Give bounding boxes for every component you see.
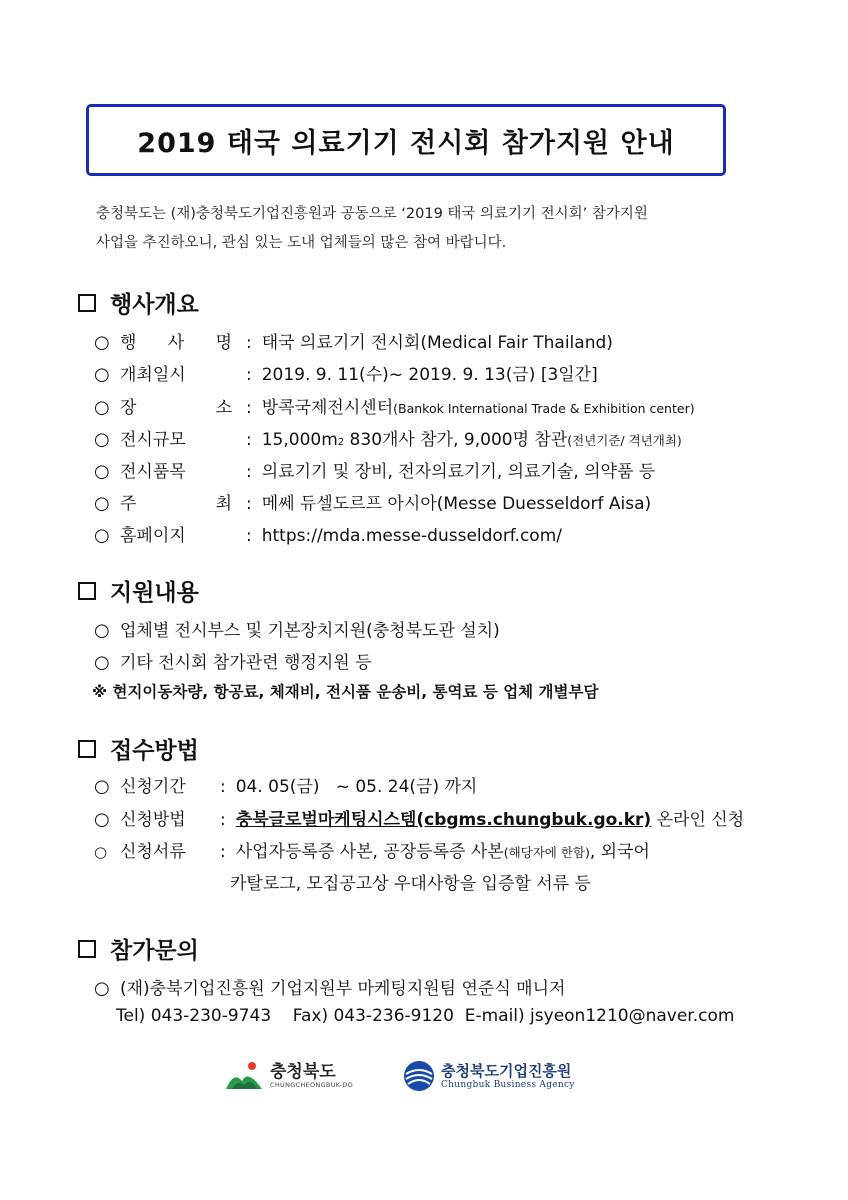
circle-bullet-icon: ○ [94, 525, 110, 546]
contact-text: (재)충북기업진흥원 기업지원부 마케팅지원팀 연준식 매니저 [120, 979, 566, 999]
support-note: ※ 현지이동차량, 항공료, 체재비, 전시품 운송비, 통역료 등 업체 개별부담 [92, 683, 599, 701]
overview-row-event-name: ○ 행 사 명 : 태국 의료기기 전시회(Medical Fair Thailand) [94, 328, 613, 353]
section-inquiry-heading: 참가문의 [78, 932, 199, 965]
support-item [94, 616, 500, 641]
overview-row-items: ○ 전시품목 : 의료기기 및 장비, 전자의료기기, 의료기술, 의약품 등 [94, 457, 655, 482]
row-label: 장 소 [120, 398, 232, 418]
row-value-superscript: 2 [337, 437, 345, 448]
overview-row-organizer: ○ 주 최 : 메쎄 듀셀도르프 아시아(Messe Duesseldorf Aisa) [94, 489, 651, 514]
title-box [86, 104, 726, 176]
row-value: 방콕국제전시센터 [261, 398, 394, 418]
checkbox-square-icon [78, 582, 96, 600]
row-label: 개최일시 [120, 365, 186, 385]
footer-logos [224, 1060, 575, 1092]
chungbuk-logo [224, 1061, 353, 1091]
cbgms-link[interactable]: 충북글로벌마케팅시스템(cbgms.chungbuk.go.kr) [235, 810, 652, 830]
row-label: 전시품목 [120, 462, 186, 482]
intro-line-1: 충청북도는 (재)충청북도기업진흥원과 공동으로 ‘2019 태국 의료기기 전시회’ 참가지원 [96, 206, 648, 222]
row-value-end: , 외국어 [589, 842, 650, 862]
circle-bullet-icon: ○ [94, 429, 110, 450]
chungbuk-logo-name: 충청북도 [270, 1062, 336, 1082]
row-value: 의료기기 및 장비, 전자의료기기, 의료기술, 의약품 등 [261, 462, 656, 482]
application-row-period: ○ 신청기간 : 04. 05(금) ~ 05. 24(금) 까지 [94, 772, 477, 797]
overview-row-venue: ○ 장 소 : 방콕국제전시센터 (Bankok International Trade & Exhibition center) [94, 393, 695, 418]
overview-row-dates: ○ 개최일시 : 2019. 9. 11(수)~ 2019. 9. 13(금) [3일간] [94, 360, 598, 385]
row-label: 주 최 [120, 494, 232, 514]
homepage-link[interactable]: https://mda.messe-dusseldorf.com/ [261, 526, 562, 546]
cba-logo [403, 1060, 575, 1092]
row-value-area: 15,000m [261, 430, 338, 450]
circle-bullet-icon: ○ [94, 620, 110, 641]
overview-row-homepage: ○ 홈페이지 : https://mda.messe-dusseldorf.com/ [94, 521, 562, 546]
circle-bullet-icon: ○ [94, 652, 110, 673]
section-overview-heading: 행사개요 [78, 286, 199, 319]
circle-bullet-icon: ○ [94, 364, 110, 385]
support-item-text: 기타 전시회 참가관련 행정지원 등 [120, 653, 372, 673]
row-label: 행 사 명 [120, 333, 232, 353]
circle-bullet-icon: ○ [94, 978, 110, 999]
row-value: 메쎄 듀셀도르프 아시아(Messe Duesseldorf Aisa) [261, 494, 652, 514]
circle-bullet-icon: ○ [94, 461, 110, 482]
row-label: 전시규모 [120, 430, 186, 450]
section-support-heading: 지원내용 [78, 574, 199, 607]
checkbox-square-icon [78, 294, 96, 312]
row-value: 830개사 참가, 9,000명 참관 [344, 430, 568, 450]
chungbuk-mountain-icon [224, 1061, 264, 1091]
cba-logo-name: 충청북도기업진흥원 [441, 1062, 572, 1080]
circle-bullet-icon: ○ [94, 397, 110, 418]
row-value: 04. 05(금) ~ 05. 24(금) 까지 [235, 777, 478, 797]
circle-bullet-icon: ○ [94, 843, 108, 861]
intro-line-2: 사업을 추진하오니, 관심 있는 도내 업체들의 많은 참여 바랍니다. [96, 235, 507, 251]
cba-globe-icon [403, 1060, 435, 1092]
row-label: 신청기간 [120, 777, 186, 797]
row-value: 사업자등록증 사본, 공장등록증 사본 [235, 842, 504, 862]
chungbuk-logo-sub: CHUNGCHEONGBUK-DO [270, 1081, 353, 1089]
application-row-docs: ○ 신청서류 : 사업자등록증 사본, 공장등록증 사본 (해당자에 한함) , 외국어 [94, 837, 650, 862]
application-row-method: ○ 신청방법 : 충북글로벌마케팅시스템(cbgms.chungbuk.go.kr) 온라인 신청 [94, 805, 744, 830]
inquiry-tel-fax-email: Tel) 043-230-9743 Fax) 043-236-9120 E-mail) jsyeon1210@naver.com [116, 1006, 735, 1026]
page-title: 2019 태국 의료기기 전시회 참가지원 안내 [137, 127, 675, 159]
circle-bullet-icon: ○ [94, 809, 110, 830]
row-value-detail: (Bankok International Trade & Exhibition center) [393, 401, 695, 416]
row-value-detail: (해당자에 한함) [503, 845, 590, 860]
intro-paragraph [96, 200, 756, 258]
application-docs-continued: 카탈로그, 모집공고상 우대사항을 입증할 서류 등 [230, 874, 591, 894]
inquiry-contact [94, 974, 565, 999]
row-value-detail: (전년기준/ 격년개최) [567, 433, 682, 448]
support-item-text: 업체별 전시부스 및 기본장치지원(충청북도관 설치) [120, 621, 500, 641]
checkbox-square-icon [78, 740, 96, 758]
section-application-heading: 접수방법 [78, 732, 199, 765]
cba-logo-sub: Chungbuk Business Agency [441, 1080, 575, 1090]
row-value: 태국 의료기기 전시회(Medical Fair Thailand) [261, 333, 613, 353]
circle-bullet-icon: ○ [94, 493, 110, 514]
row-label: 홈페이지 [120, 526, 186, 546]
row-value: 2019. 9. 11(수)~ 2019. 9. 13(금) [3일간] [261, 365, 598, 385]
support-item [94, 648, 372, 673]
checkbox-square-icon [78, 940, 96, 958]
row-label: 신청방법 [120, 810, 186, 830]
circle-bullet-icon: ○ [94, 776, 110, 797]
row-value: 온라인 신청 [651, 810, 745, 830]
row-label: 신청서류 [120, 842, 186, 862]
circle-bullet-icon: ○ [94, 332, 110, 353]
overview-row-scale: ○ 전시규모 : 15,000m 2 830개사 참가, 9,000명 참관 (전년기준/ 격년개최) [94, 425, 682, 450]
